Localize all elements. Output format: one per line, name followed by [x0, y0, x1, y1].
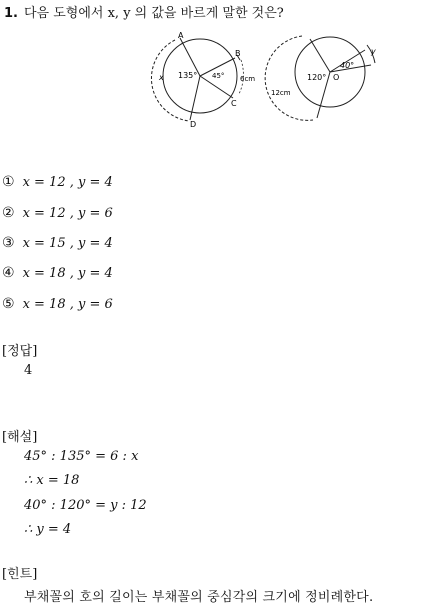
label-b: B — [235, 49, 241, 58]
right-length: 12cm — [271, 89, 291, 97]
option-text: x = 15 , y = 4 — [22, 236, 113, 251]
option-5 — [2, 296, 113, 312]
left-arc-label: x — [159, 73, 164, 82]
sector-figure — [145, 28, 395, 130]
option-text: x = 12 , y = 6 — [22, 206, 113, 221]
left-length: 6cm — [240, 75, 256, 83]
center-o-label: O — [333, 73, 340, 82]
option-1 — [2, 174, 113, 190]
solution-line-4: ∴ y = 4 — [24, 522, 72, 537]
answer-value: 4 — [24, 363, 33, 378]
left-angle-small: 45° — [212, 72, 225, 80]
option-3 — [2, 235, 113, 251]
label-c: C — [231, 99, 237, 108]
solution-line-2: ∴ x = 18 — [24, 473, 80, 488]
left-circle-figure — [151, 31, 255, 129]
label-a: A — [178, 31, 184, 40]
solution-line-3: 40° : 120° = y : 12 — [24, 498, 147, 513]
option-mark: ⑤ — [2, 296, 15, 312]
label-d: D — [190, 120, 197, 129]
option-mark: ② — [2, 205, 15, 221]
option-mark: ④ — [2, 265, 15, 281]
right-angle-small: 40° — [340, 61, 355, 70]
left-angle-big: 135° — [178, 71, 198, 80]
solution-line-1: 45° : 135° = 6 : x — [24, 449, 139, 464]
right-circle-figure — [265, 36, 376, 120]
option-text: x = 18 , y = 6 — [22, 297, 113, 312]
question-number: 1. — [4, 6, 18, 21]
solution-heading: [해설] — [2, 430, 38, 445]
option-2 — [2, 205, 113, 221]
answer-heading: [정답] — [2, 344, 38, 359]
option-mark: ③ — [2, 235, 15, 251]
hint-text: 부채꼴의 호의 길이는 부채꼴의 중심각의 크기에 정비례한다. — [24, 590, 374, 605]
option-mark: ① — [2, 174, 15, 190]
question-title — [4, 2, 284, 21]
right-angle-big: 120° — [307, 73, 327, 82]
option-text: x = 12 , y = 4 — [22, 175, 113, 190]
option-4 — [2, 265, 113, 281]
right-arc-label: y — [371, 47, 376, 56]
hint-heading: [힌트] — [2, 567, 38, 582]
question-text: 다음 도형에서 x, y 의 값을 바르게 말한 것은? — [23, 6, 284, 21]
option-text: x = 18 , y = 4 — [22, 266, 113, 281]
